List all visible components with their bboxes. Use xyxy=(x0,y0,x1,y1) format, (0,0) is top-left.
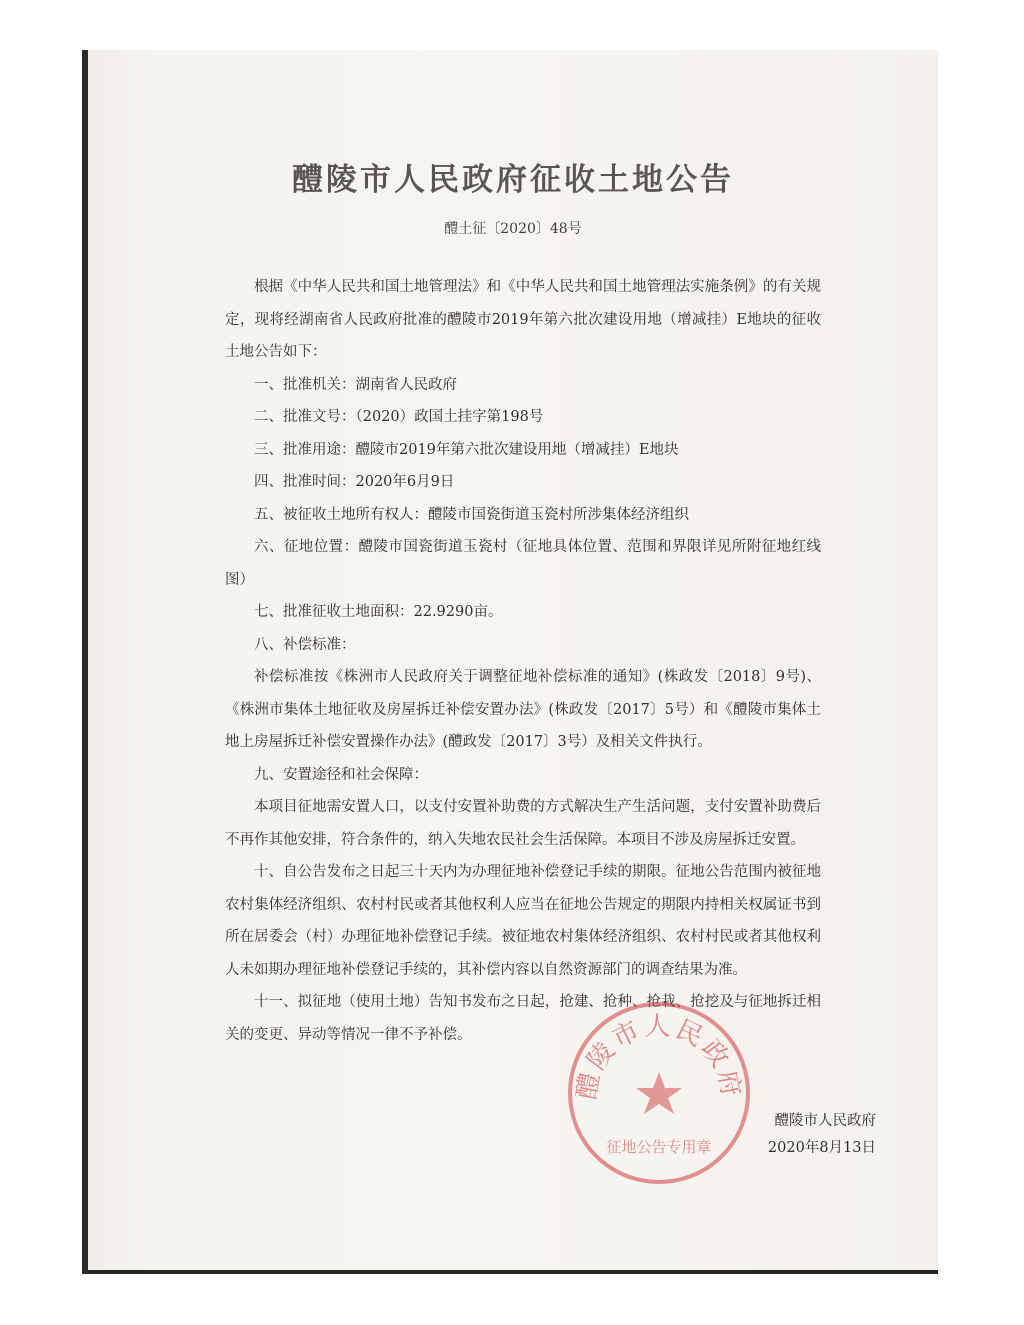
issuer-name: 醴陵市人民政府 xyxy=(774,1113,876,1129)
paragraph-item-1: 一、批准机关：湖南省人民政府 xyxy=(254,376,457,393)
paragraph-item-11: 十一、拟征地（使用土地）告知书发布之日起，抢建、抢种、抢栽、抢挖及与征地拆迁相关的变更、异动等情况一律不予补偿。 xyxy=(225,994,821,1043)
paragraph-item-9: 九、安置途径和社会保障： xyxy=(254,766,428,783)
paragraph-item-6: 六、征地位置：醴陵市国瓷街道玉瓷村（征地具体位置、范围和界限详见所附征地红线图） xyxy=(225,539,821,588)
issue-date: 2020年8月13日 xyxy=(767,1140,876,1156)
document-title: 醴陵市人民政府征收土地公告 xyxy=(292,162,734,198)
paragraph-item-5: 五、被征收土地所有权人：醴陵市国瓷街道玉瓷村所涉集体经济组织 xyxy=(254,506,689,523)
paragraph-item-3: 三、批准用途：醴陵市2019年第六批次建设用地（增减挂）E地块 xyxy=(254,441,679,458)
paragraph-item-2: 二、批准文号：（2020）政国土挂字第198号 xyxy=(254,409,544,425)
seal-bottom-text: 征地公告专用章 xyxy=(606,1140,712,1156)
signature-block xyxy=(676,1108,876,1162)
paragraph-item-7: 七、批准征收土地面积：22.9290亩。 xyxy=(254,604,503,620)
paragraph-item-10: 十、自公告发布之日起三十天内为办理征地补偿登记手续的期限。征地公告范围内被征地农村集体经济组织、农村村民或者其他权利人应当在征地公告规定的期限内持相关权属证书到所在居委会（村）办理征地补偿登记手续。被征地农村集体经济组织、农村村民或者其他权利人未如期办理征地补偿登记手续的，其补偿内容以自然资源部门的调查结果为准。 xyxy=(225,864,821,978)
document-number: 醴土征〔2020〕48号 xyxy=(444,221,582,237)
paragraph-compensation: 补偿标准按《株洲市人民政府关于调整征地补偿标准的通知》(株政发〔2018〕9号)、《株洲市集体土地征收及房屋拆迁补偿安置办法》(株政发〔2017〕5号）和《醴陵市集体土地上房屋拆迁补偿安置操作办法》(醴政发〔2017〕3号）及相关文件执行。 xyxy=(225,669,821,750)
seal-top-text: 醴陵市人民政府 xyxy=(571,1012,747,1102)
paragraph-item-8: 八、补偿标准： xyxy=(254,636,356,653)
paragraph-resettlement: 本项目征地需安置人口，以支付安置补助费的方式解决生产生活问题，支付安置补助费后不再作其他安排，符合条件的，纳入失地农民社会生活保障。本项目不涉及房屋拆迁安置。 xyxy=(225,799,821,848)
paragraph-intro: 根据《中华人民共和国土地管理法》和《中华人民共和国土地管理法实施条例》的有关规定，现将经湖南省人民政府批准的醴陵市2019年第六批次建设用地（增减挂）E地块的征收土地公告如下： xyxy=(225,279,821,360)
paragraph-item-4: 四、批准时间：2020年6月9日 xyxy=(254,474,455,490)
document-body xyxy=(225,271,821,1051)
document-page xyxy=(88,50,938,1274)
